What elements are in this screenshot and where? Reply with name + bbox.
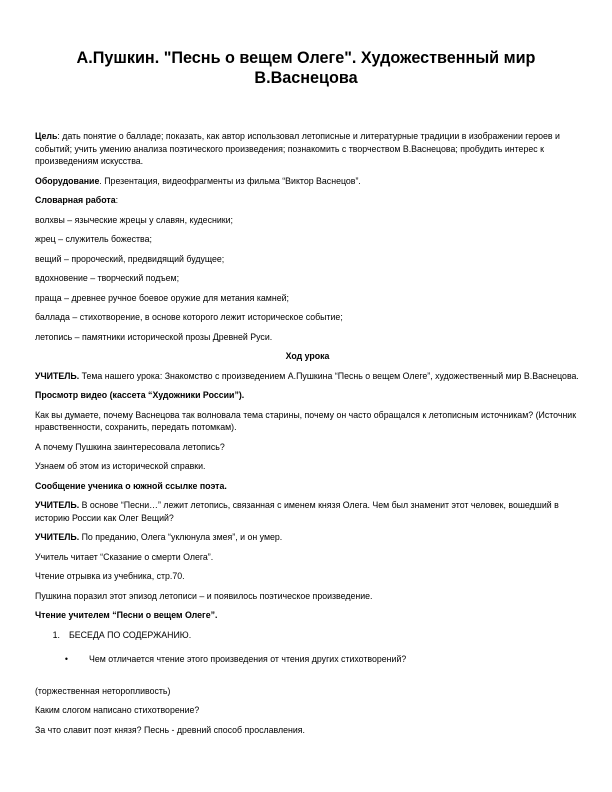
answer-line: (торжественная неторопливость)	[35, 685, 171, 696]
teacher-paragraph	[35, 499, 580, 524]
goal-paragraph	[35, 130, 580, 168]
reading-excerpt-line: Чтение отрывка из учебника, стр.70.	[35, 571, 185, 581]
vocab-item: летопись – памятники исторической прозы Древней Руси.	[35, 331, 273, 342]
equipment-label: Оборудование	[35, 175, 100, 186]
teacher-text: В основе “Песни…” лежит летопись, связанная с именем князя Олега. Чем был знаменит этот человек, вошедший в историю России как Олег Вещий?	[35, 500, 559, 523]
vocab-item: баллада – стихотворение, в основе которого лежит историческое событие;	[35, 312, 343, 322]
goal-text: : дать понятие о балладе; показать, как автор использовал летописные и литературные традиции в изображении героев и событий; учить умению анализа поэтического произведения; познакомить с творчеством В.Васнецова; пробудить интерес к произведениям искусства.	[35, 131, 560, 166]
question-paragraph: Как вы думаете, почему Васнецова так волновала тема старины, почему он часто обращался к летописным источникам? (Источник нравственности, сохранить, передать потомкам).	[35, 409, 577, 432]
teacher-label: УЧИТЕЛЬ.	[35, 370, 80, 381]
vocab-item: жрец – служитель божества;	[35, 234, 152, 244]
teacher-paragraph	[35, 531, 580, 544]
goal-label: Цель	[35, 131, 58, 141]
teacher-label: УЧИТЕЛЬ.	[35, 532, 80, 542]
document-body	[35, 130, 580, 743]
question-paragraph: А почему Пушкина заинтересовала летопись?	[35, 441, 225, 452]
teacher-label: УЧИТЕЛЬ.	[35, 500, 80, 510]
bullet-list-item	[35, 653, 580, 666]
question-paragraph: Каким слогом написано стихотворение?	[35, 705, 200, 715]
teacher-text: Тема нашего урока: Знакомство с произведением А.Пушкина “Песнь о вещем Олеге”, художественный мир В.Васнецова.	[79, 370, 579, 381]
video-heading: Просмотр видео (кассета “Художники России”).	[35, 390, 245, 400]
student-message-heading: Сообщение ученика о южной ссылке поэта.	[35, 480, 227, 491]
list-number: 1.	[52, 629, 60, 640]
vocab-heading	[35, 194, 580, 207]
vocab-item: волхвы – языческие жрецы у славян, кудесники;	[35, 214, 233, 225]
history-reference: Узнаем об этом из исторической справки.	[35, 461, 206, 471]
bullet-icon: •	[64, 654, 68, 664]
bullet-item-text: Чем отличается чтение этого произведения от чтения других стихотворений?	[89, 654, 407, 664]
list-item-text: БЕСЕДА ПО СОДЕРЖАНИЮ.	[69, 629, 192, 640]
pushkin-struck-line: Пушкина поразил этот эпизод летописи – и появилось поэтическое произведение.	[35, 590, 373, 601]
numbered-list-item	[35, 629, 580, 642]
vocab-item: вдохновение – творческий подъем;	[35, 273, 180, 283]
vocab-suffix: :	[115, 195, 119, 205]
question-paragraph: За что славит поэт князя? Песнь - древний способ прославления.	[35, 724, 305, 735]
vocab-item: праща – древнее ручное боевое оружие для метания камней;	[35, 292, 289, 303]
teacher-text: По преданию, Олега “уклюнула змея”, и он умер.	[79, 532, 283, 542]
vocab-item: вещий – пророческий, предвидящий будущее;	[35, 253, 225, 264]
equipment-text: . Презентация, видеофрагменты из фильма “Виктор Васнецов”.	[99, 175, 361, 186]
page-title: А.Пушкин. "Песнь о вещем Олеге". Художественный мир В.Васнецова	[76, 49, 536, 87]
teacher-reading-heading: Чтение учителем “Песни о вещем Олеге”.	[35, 610, 218, 620]
lesson-heading: Ход урока	[285, 351, 330, 361]
vocab-label: Словарная работа	[35, 195, 116, 205]
teacher-paragraph	[35, 370, 580, 383]
equipment-paragraph	[35, 175, 580, 188]
teacher-reads-line: Учитель читает “Сказание о смерти Олега”.	[35, 551, 214, 562]
